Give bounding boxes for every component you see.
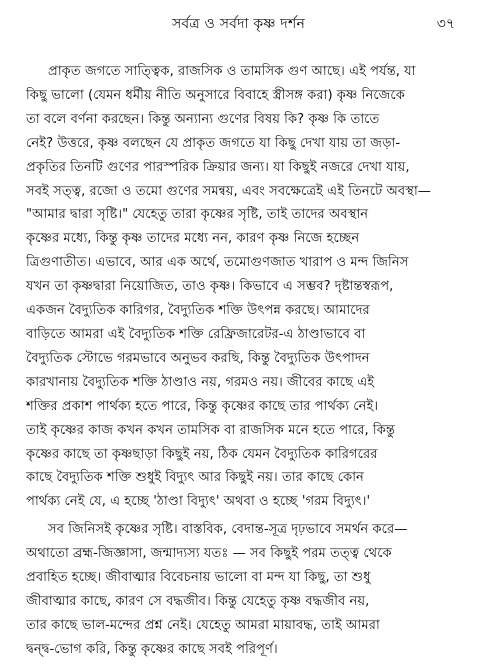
text-line: "আমার দ্বারা সৃষ্টি।" যেহেতু তারা কৃষ্ণের সৃষ্টি, তাই তাদের অবস্থান — [26, 207, 369, 223]
text-line: বাড়িতে আমরা এই বৈদ্যুতিক শক্তি রেফ্রিজারেটর-এ ঠাণ্ডাভাবে বা — [26, 326, 366, 342]
chapter-title: সর্বত্র ও সর্বদা কৃষ্ণ দর্শন — [171, 16, 306, 32]
text-line: কারখানায় বৈদ্যুতিক শক্তি ঠাণ্ডাও নয়, গরমও নয়। জীবের কাছে এই — [26, 374, 375, 390]
text-line: কাছে বৈদ্যুতিক শক্তি শুধুই বিদ্যুৎ আর কিছুই নয়। তার কাছে কোন — [26, 470, 364, 486]
running-header — [0, 12, 477, 34]
text-line: বৈদ্যুতিক স্টোভে গরমভাবে অনুভব করছি, কিন্তু বৈদ্যুতিক উৎপাদন — [26, 350, 370, 366]
text-line: সব জিনিসই কৃষ্ণের সৃষ্টি। বাস্তবিক, বেদান্ত-সূত্র দৃঢ়ভাবে সমর্থন করে— — [48, 522, 408, 538]
text-line: কৃষ্ণের কাছে তা কৃষ্ণছাড়া কিছুই নয়, ঠিক যেমন বৈদ্যুতিক কারিগরের — [26, 446, 378, 462]
text-line: একজন বৈদ্যুতিক কারিগর, বৈদ্যুতিক শক্তি উৎপন্ন করছে। আমাদের — [26, 303, 370, 319]
text-line: তা বলে বর্ণনা করছেন। কিন্তু অন্যান্য গুণের বিষয় কি? কৃষ্ণ কি তাতে — [26, 111, 380, 127]
text-line: জীবাত্মার কাছে, কারণ সে বদ্ধজীব। কিন্তু যেহেতু কৃষ্ণ বদ্ধজীব নয়, — [26, 593, 370, 609]
text-line: প্রবাহিত হচ্ছে। জীবাত্মার বিবেচনায় ভালো বা মন্দ যা কিছু, তা শুধু — [26, 570, 371, 586]
text-line: সবই সত্ত্ব, রজো ও তমো গুণের সমন্বয়, এবং সবক্ষেত্রেই এই তিনটে অবস্থা— — [26, 183, 431, 199]
paragraph-1 — [26, 60, 458, 514]
text-line: তাই কৃষ্ণের কাজ কখন কখন তামসিক বা রাজসিক মনে হতে পারে, কিন্তু — [26, 422, 396, 438]
page-number: ৩৭ — [436, 16, 455, 32]
paragraph-2 — [26, 518, 458, 661]
text-line: দ্বন্দ্ব-ভোগ করি, কিন্তু কৃষ্ণের কাছে সবই পরিপূর্ণ। — [26, 641, 278, 657]
text-line: যখন তা কৃষ্ণদ্বারা নিয়োজিত, তাও কৃষ্ণ। কিভাবে এ সম্ভব? দৃষ্টান্তস্বরূপ, — [26, 279, 394, 295]
text-line: প্রাকৃত জগতে সাত্ত্বিক, রাজসিক ও তামসিক গুণ আছে। এই পর্যন্ত, যা — [48, 64, 416, 79]
text-line: প্রকৃতির তিনটি গুণের পারস্পরিক ক্রিয়ার জন্য। যা কিছুই নজরে দেখা যায়, — [26, 159, 410, 175]
text-line: অথাতো ব্রহ্ম-জিজ্ঞাসা, জন্মাদ্যস্য যতঃ — সব কিছুই পরম তত্ত্ব থেকে — [26, 546, 392, 562]
text-line: তার কাছে ভাল-মন্দের প্রশ্ন নেই। যেহেতু আমরা মায়াবদ্ধ, তাই আমরা — [26, 617, 380, 633]
text-line: ত্রিগুণাতীত। এভাবে, আর এক অর্থে, তমোগুণজাত খারাপ ও মন্দ জিনিস — [26, 255, 409, 271]
text-line: পার্থক্য নেই যে, এ হচ্ছে 'ঠাণ্ডা বিদ্যুৎ' অথবা ও হচ্ছে 'গরম বিদ্যুৎ।' — [26, 494, 371, 510]
body-text — [26, 60, 458, 662]
text-line: শক্তির প্রকাশ পার্থক্য হতে পারে, কিন্তু কৃষ্ণের কাছে তার পার্থক্য নেই। — [26, 398, 379, 414]
text-line: নেই? উত্তরে, কৃষ্ণ বলছেন যে প্রাকৃত জগতে যা কিছু দেখা যায় তা জড়া- — [26, 135, 401, 151]
text-line: কৃষ্ণের মধ্যে, কিন্তু কৃষ্ণ তাদের মধ্যে নন, কারণ কৃষ্ণ নিজে হচ্ছেন — [26, 231, 360, 247]
text-line: কিছু ভালো (যেমন ধর্মীয় নীতি অনুসারে বিবাহে স্ত্রীসঙ্গ করা) কৃষ্ণ নিজেকে — [26, 87, 405, 103]
